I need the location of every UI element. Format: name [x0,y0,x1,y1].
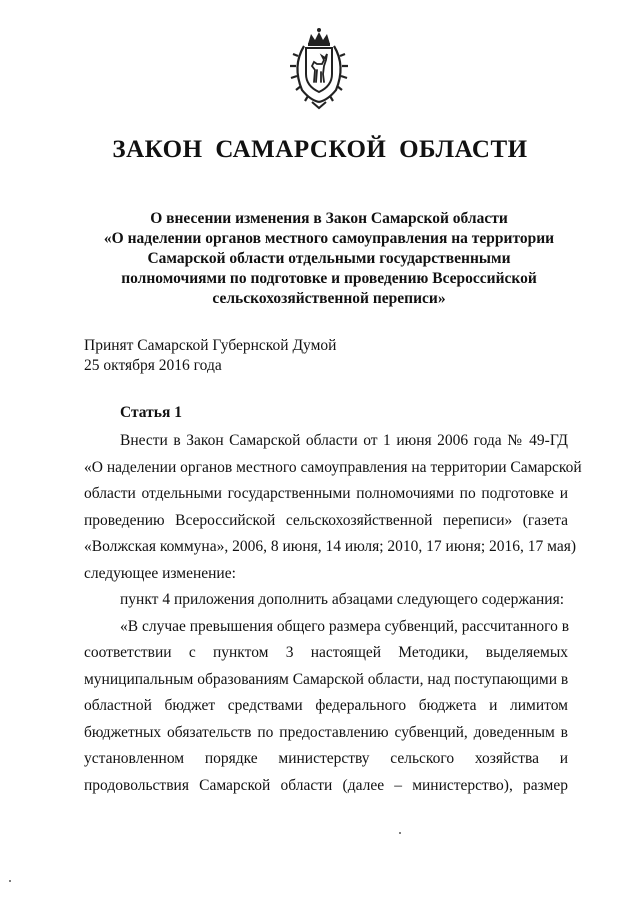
text-line: областной бюджет средствами федерального бюджета и лимитом [84,697,568,714]
scan-speck [9,880,11,882]
subject-line: Самарской области отдельными государственными [147,250,511,267]
scan-speck [399,832,401,834]
text-line: «В случае превышения общего размера субвенций, рассчитанного в [120,617,570,635]
law-title: ЗАКОН САМАРСКОЙ ОБЛАСТИ [112,136,528,163]
subject-line: сельскохозяйственной переписи» [212,290,446,307]
text-line: пункт 4 приложения дополнить абзацами следующего содержания: [120,591,565,608]
subject-line: «О наделении органов местного самоуправления на территории [103,230,555,247]
text-line: соответствии с пунктом 3 настоящей Методики, выделяемых [84,644,568,661]
text-line: области отдельными государственными полномочиями по подготовке и [84,485,568,502]
samara-coat-of-arms-icon [284,26,354,110]
text-line: проведению Всероссийской сельскохозяйственной переписи» (газета [84,511,568,529]
text-line: Внести в Закон Самарской области от 1 июня 2006 года № 49-ГД [120,432,568,449]
text-line: следующее изменение: [84,564,236,582]
text-line: бюджетных обязательств по предоставлению субвенций, доведенным в [84,723,568,741]
text-line: «О наделении органов местного самоуправления на территории Самарской [84,458,582,476]
article-heading: Статья 1 [120,404,182,421]
law-subject [84,209,574,309]
adopted-date: 25 октября 2016 года [84,357,222,374]
text-line: «Волжская коммуна», 2006, 8 июня, 14 июля; 2010, 17 июня; 2016, 17 мая) [84,538,577,555]
article-body [84,428,582,799]
adoption-info [84,336,336,376]
text-line: муниципальным образованиям Самарской области, над поступающими в [84,670,569,688]
text-line: продовольствия Самарской области (далее – министерство), размер [84,776,568,794]
subject-line: О внесении изменения в Закон Самарской области [150,210,508,227]
adopted-by: Принят Самарской Губернской Думой [84,337,337,354]
text-line: установленном порядке министерству сельского хозяйства и [84,750,568,767]
subject-line: полномочиями по подготовке и проведению Всероссийской [121,270,537,287]
